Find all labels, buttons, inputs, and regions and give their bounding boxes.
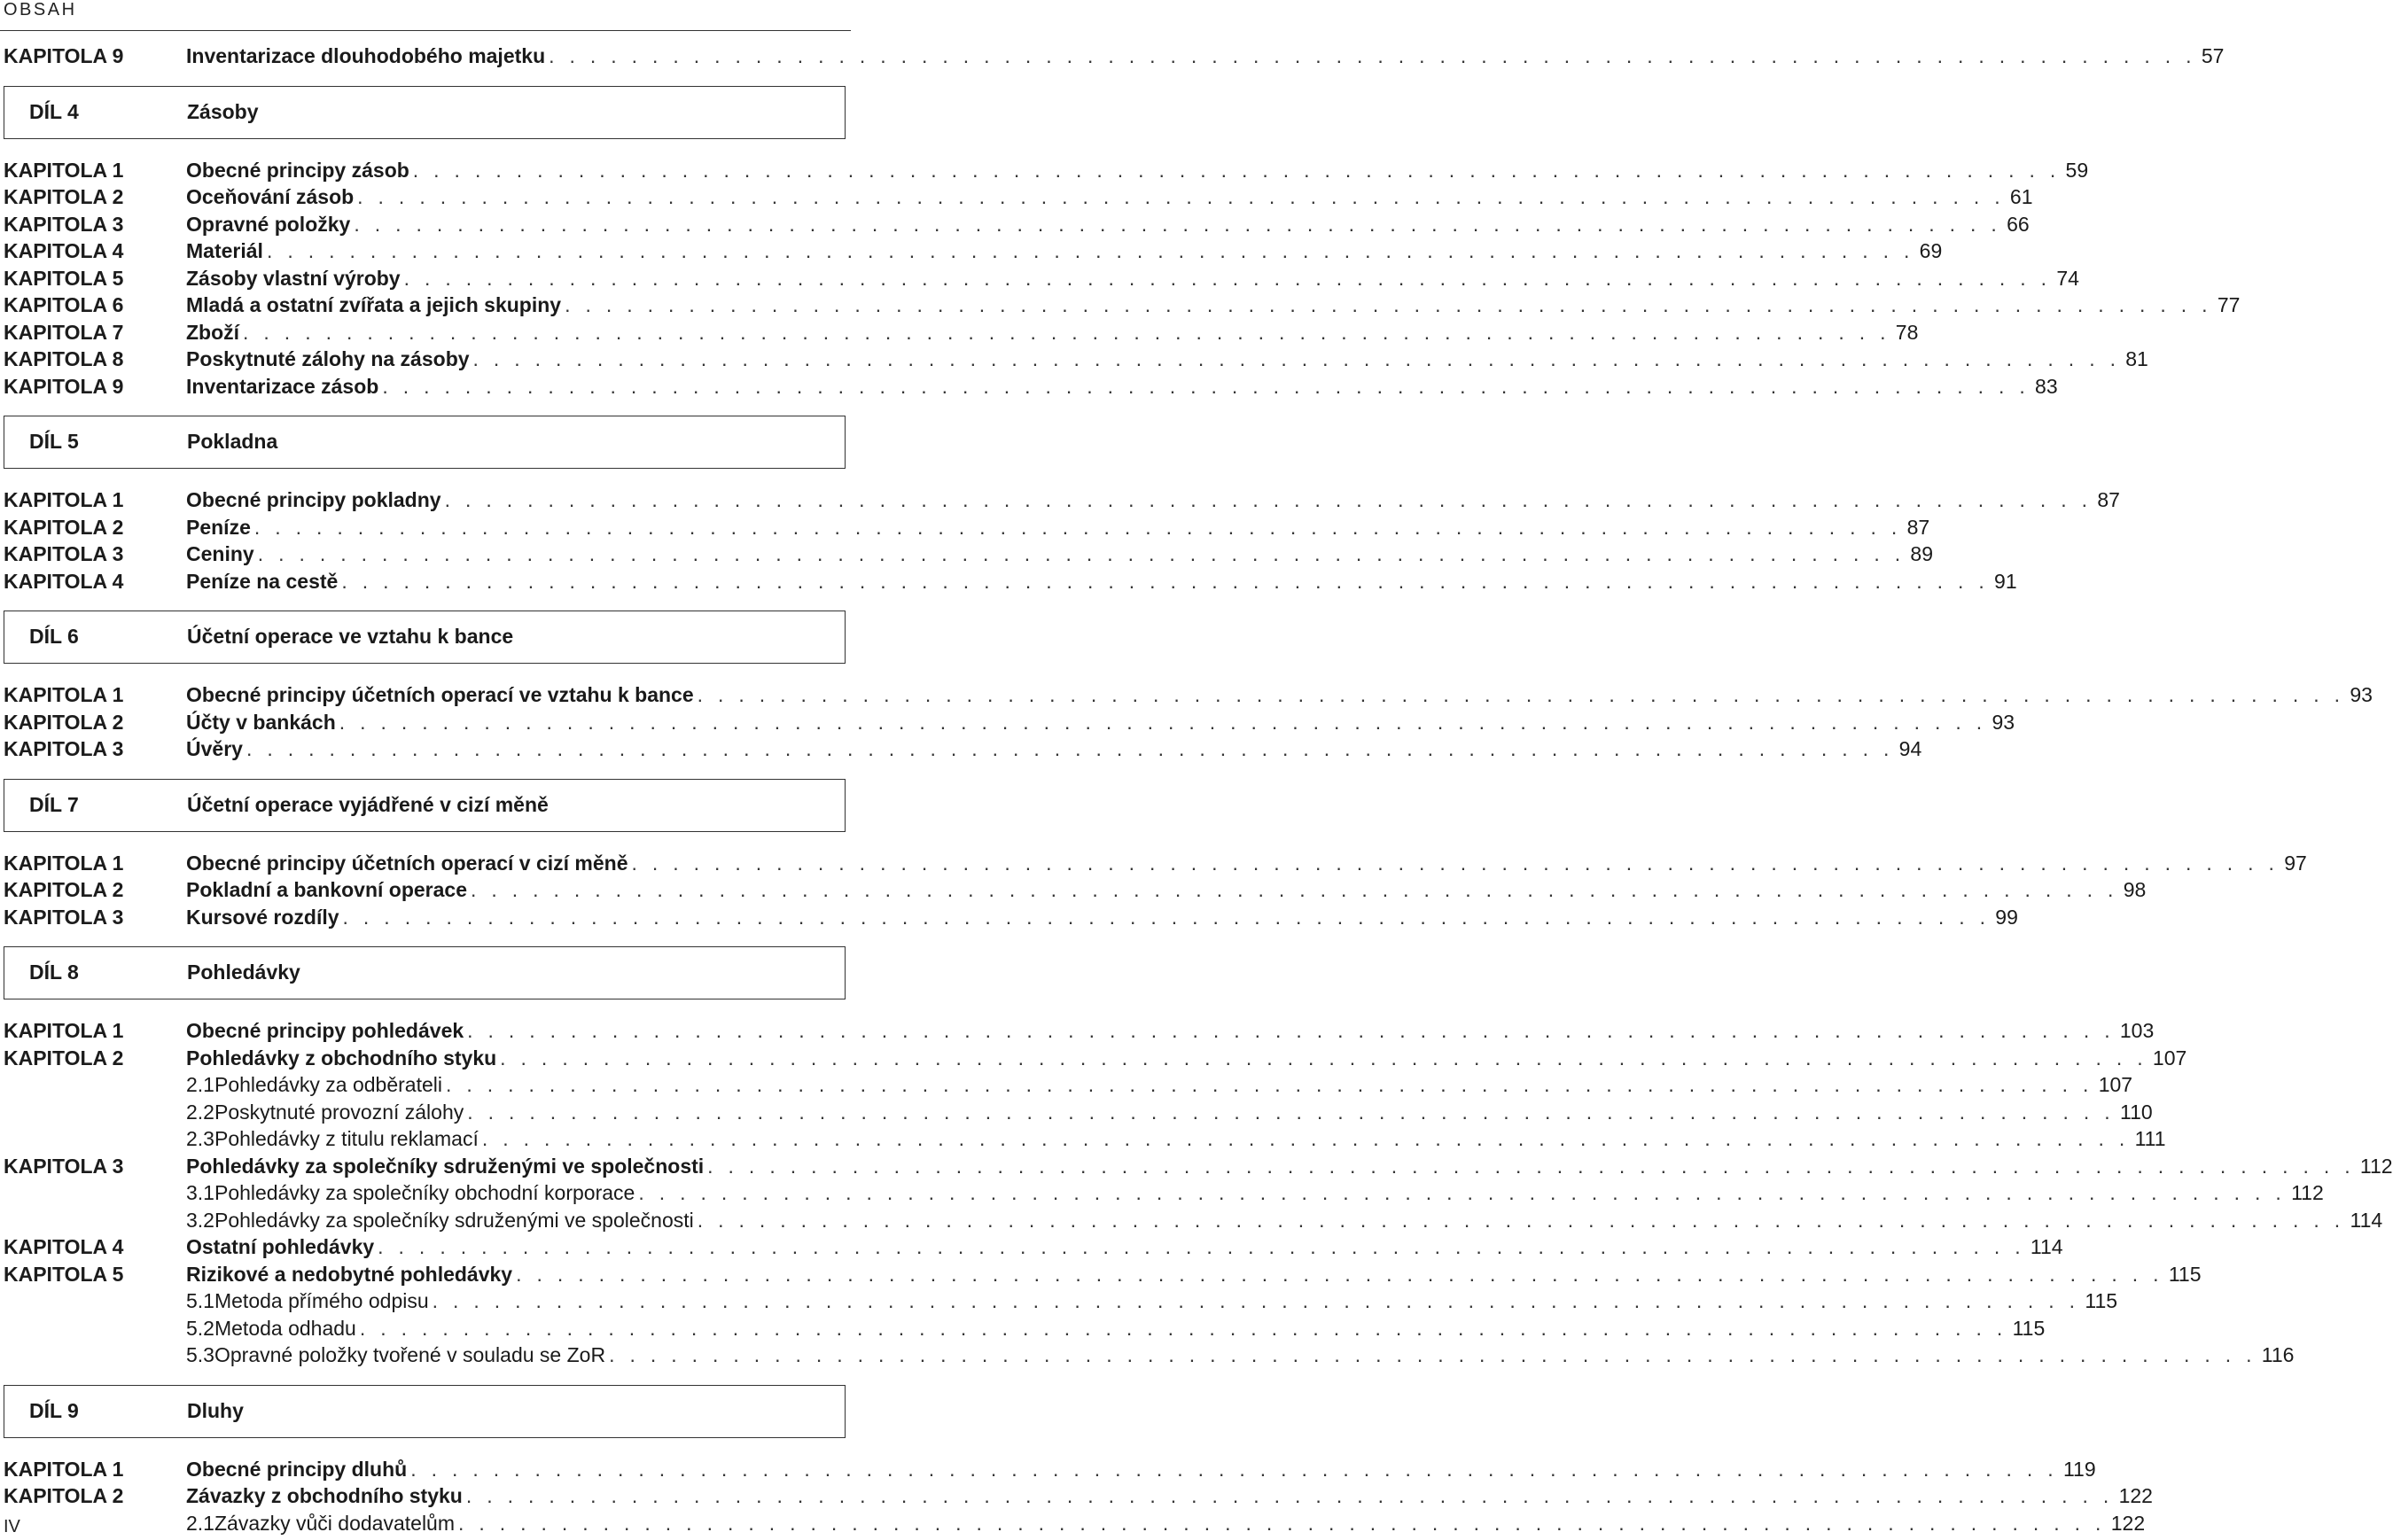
page-number: 91 [1994, 569, 2017, 593]
subsection-title: Pohledávky za odběrateli [214, 1073, 442, 1096]
toc-entry[interactable] [0, 1017, 2155, 1045]
toc-subentry[interactable] [0, 1342, 2295, 1369]
chapter-label: KAPITOLA 6 [4, 293, 124, 316]
dot-leader: . . . . . . . . . . . . . . . . . . . . . . . . . . . . . . . . . . . . . . . . . . . . . . . . . . . . . . . . . . . . . . . . . . . . . . . . . . . . . . . . [565, 293, 2212, 316]
part-title: Účetní operace ve vztahu k bance [187, 625, 514, 648]
page-number: 98 [2123, 878, 2147, 901]
chapter-label: KAPITOLA 4 [4, 239, 124, 262]
dot-leader: . . . . . . . . . . . . . . . . . . . . . . . . . . . . . . . . . . . . . . . . . . . . . . . . . . . . . . . . . . . . . . . . . . . . . . . . . . . . . . . . [516, 1262, 2163, 1286]
chapter-title: Rizikové a nedobytné pohledávky [186, 1262, 513, 1286]
page-number: 115 [2012, 1316, 2046, 1340]
page-number: 112 [2359, 1154, 2393, 1178]
page-number: 78 [1895, 320, 1919, 344]
toc-entry[interactable] [0, 183, 2033, 211]
subsection-title: Metoda odhadu [214, 1316, 356, 1340]
chapter-title: Pohledávky z obchodního styku [186, 1046, 497, 1069]
chapter-label: KAPITOLA 7 [4, 320, 124, 344]
page-number: 61 [2009, 185, 2033, 208]
chapter-label: KAPITOLA 3 [4, 1154, 124, 1178]
toc-entry[interactable] [0, 850, 2307, 877]
dot-leader: . . . . . . . . . . . . . . . . . . . . . . . . . . . . . . . . . . . . . . . . . . . . . . . . . . . . . . . . . . . . . . . . . . . . . . . . . . . . . . . . [549, 44, 2196, 67]
chapter-title: Ostatní pohledávky [186, 1235, 375, 1258]
subsection-title: Závazky vůči dodavatelům [214, 1511, 455, 1535]
subsection-number: 2.1 [186, 1511, 214, 1535]
toc-subentry[interactable] [0, 1510, 2146, 1537]
chapter-label: KAPITOLA 3 [4, 212, 124, 236]
dot-leader: . . . . . . . . . . . . . . . . . . . . . . . . . . . . . . . . . . . . . . . . . . . . . . . . . . . . . . . . . . . . . . . . . . . . . . . . . . . . . . . . [467, 1100, 2115, 1124]
toc-entry[interactable] [0, 319, 1919, 346]
page-number: 81 [2125, 347, 2148, 370]
chapter-label: KAPITOLA 1 [4, 488, 124, 511]
dot-leader: . . . . . . . . . . . . . . . . . . . . . . . . . . . . . . . . . . . . . . . . . . . . . . . . . . . . . . . . . . . . . . . . . . . . . . . . . . . . . . . . [341, 569, 1990, 593]
chapter-title: Pokladní a bankovní operace [186, 878, 467, 901]
dot-leader: . . . . . . . . . . . . . . . . . . . . . . . . . . . . . . . . . . . . . . . . . . . . . . . . . . . . . . . . . . . . . . . . . . . . . . . . . . . . . . . . [410, 1457, 2058, 1481]
chapter-title: Obecné principy účetních operací ve vztahu k bance [186, 683, 694, 706]
dot-leader: . . . . . . . . . . . . . . . . . . . . . . . . . . . . . . . . . . . . . . . . . . . . . . . . . . . . . . . . . . . . . . . . . . . . . . . . . . . . . . . . [444, 488, 2093, 511]
page-number: 114 [2350, 1208, 2383, 1232]
page-number: 93 [1992, 710, 2015, 734]
subsection-number: 5.2 [186, 1316, 214, 1340]
chapter-title: Pohledávky za společníky sdruženými ve společnosti [186, 1154, 705, 1178]
chapter-label: KAPITOLA 3 [4, 542, 124, 565]
dot-leader: . . . . . . . . . . . . . . . . . . . . . . . . . . . . . . . . . . . . . . . . . . . . . . . . . . . . . . . . . . . . . . . . . . . . . . . . . . . . . . . . [481, 1127, 2130, 1150]
toc-subentry[interactable] [0, 1071, 2133, 1099]
page-number: 122 [2118, 1484, 2153, 1507]
part-title: Dluhy [187, 1398, 244, 1422]
toc-subentry[interactable] [0, 1207, 2383, 1234]
toc-entry[interactable] [0, 1153, 2393, 1180]
subsection-number: 2.2 [186, 1100, 214, 1124]
page-number: 57 [2201, 44, 2225, 67]
toc-entry[interactable] [0, 514, 1930, 541]
chapter-title: Obecné principy pohledávek [186, 1019, 464, 1042]
dot-leader: . . . . . . . . . . . . . . . . . . . . . . . . . . . . . . . . . . . . . . . . . . . . . . . . . . . . . . . . . . . . . . . . . . . . . . . . . . . . . . . . [382, 374, 2031, 398]
chapter-title: Inventarizace zásob [186, 374, 379, 398]
page-number: 114 [2030, 1235, 2063, 1258]
chapter-title: Zboží [186, 320, 240, 344]
page-number: 119 [2062, 1457, 2096, 1481]
page-number: 115 [2168, 1262, 2202, 1286]
dot-leader: . . . . . . . . . . . . . . . . . . . . . . . . . . . . . . . . . . . . . . . . . . . . . . . . . . . . . . . . . . . . . . . . . . . . . . . . . . . . . . . . [472, 347, 2121, 370]
page-number: 69 [1919, 239, 1943, 262]
page-number: 87 [2097, 488, 2120, 511]
dot-leader: . . . . . . . . . . . . . . . . . . . . . . . . . . . . . . . . . . . . . . . . . . . . . . . . . . . . . . . . . . . . . . . . . . . . . . . . . . . . . . . . [339, 710, 1987, 734]
page-number: 110 [2120, 1100, 2153, 1124]
chapter-label: KAPITOLA 2 [4, 185, 124, 208]
dot-leader: . . . . . . . . . . . . . . . . . . . . . . . . . . . . . . . . . . . . . . . . . . . . . . . . . . . . . . . . . . . . . . . . . . . . . . . . . . . . . . . . [246, 737, 1894, 760]
part-heading [4, 86, 846, 139]
chapter-title: Kursové rozdíly [186, 905, 339, 929]
toc-entry[interactable] [0, 1045, 2187, 1072]
chapter-label: KAPITOLA 9 [4, 374, 124, 398]
chapter-title: Oceňování zásob [186, 185, 355, 208]
page-number: 77 [2217, 293, 2241, 316]
chapter-title: Materiál [186, 239, 263, 262]
dot-leader: . . . . . . . . . . . . . . . . . . . . . . . . . . . . . . . . . . . . . . . . . . . . . . . . . . . . . . . . . . . . . . . . . . . . . . . . . . . . . . . . [357, 185, 2005, 208]
chapter-label: KAPITOLA 2 [4, 515, 124, 539]
toc-entry[interactable] [0, 1261, 2202, 1288]
chapter-label: KAPITOLA 8 [4, 347, 124, 370]
part-heading [4, 779, 846, 832]
toc-entry[interactable] [0, 1233, 2063, 1261]
page-number: 83 [2035, 374, 2058, 398]
dot-leader: . . . . . . . . . . . . . . . . . . . . . . . . . . . . . . . . . . . . . . . . . . . . . . . . . . . . . . . . . . . . . . . . . . . . . . . . . . . . . . . . [412, 158, 2061, 182]
chapter-label: KAPITOLA 2 [4, 1484, 124, 1507]
chapter-label: KAPITOLA 4 [4, 1235, 124, 1258]
chapter-label: KAPITOLA 2 [4, 878, 124, 901]
chapter-label: KAPITOLA 3 [4, 905, 124, 929]
dot-leader: . . . . . . . . . . . . . . . . . . . . . . . . . . . . . . . . . . . . . . . . . . . . . . . . . . . . . . . . . . . . . . . . . . . . . . . . . . . . . . . . [500, 1046, 2147, 1069]
page-number: 87 [1906, 515, 1930, 539]
dot-leader: . . . . . . . . . . . . . . . . . . . . . . . . . . . . . . . . . . . . . . . . . . . . . . . . . . . . . . . . . . . . . . . . . . . . . . . . . . . . . . . . [631, 851, 2280, 875]
dot-leader: . . . . . . . . . . . . . . . . . . . . . . . . . . . . . . . . . . . . . . . . . . . . . . . . . . . . . . . . . . . . . . . . . . . . . . . . . . . . . . . . [465, 1484, 2114, 1507]
dot-leader: . . . . . . . . . . . . . . . . . . . . . . . . . . . . . . . . . . . . . . . . . . . . . . . . . . . . . . . . . . . . . . . . . . . . . . . . . . . . . . . . [253, 515, 1902, 539]
chapter-title: Opravné položky [186, 212, 351, 236]
page-number: 103 [2119, 1019, 2155, 1042]
part-heading [4, 946, 846, 999]
chapter-title: Mladá a ostatní zvířata a jejich skupiny [186, 293, 562, 316]
chapter-label: KAPITOLA 2 [4, 710, 124, 734]
subsection-number: 5.3 [186, 1343, 214, 1366]
dot-leader: . . . . . . . . . . . . . . . . . . . . . . . . . . . . . . . . . . . . . . . . . . . . . . . . . . . . . . . . . . . . . . . . . . . . . . . . . . . . . . . . [458, 1511, 2106, 1535]
chapter-label: KAPITOLA 1 [4, 683, 124, 706]
part-label: DÍL 9 [29, 1398, 79, 1422]
chapter-label: KAPITOLA 5 [4, 266, 124, 290]
part-title: Pokladna [187, 430, 278, 453]
page-number: 74 [2056, 266, 2079, 290]
page-number: 97 [2284, 851, 2307, 875]
chapter-label: KAPITOLA 5 [4, 1262, 124, 1286]
toc-subentry[interactable] [0, 1099, 2153, 1126]
chapter-title: Inventarizace dlouhodobého majetku [186, 44, 546, 67]
page-number: 66 [2007, 212, 2030, 236]
toc-subentry[interactable] [0, 1287, 2118, 1315]
chapter-label: KAPITOLA 1 [4, 851, 124, 875]
chapter-title: Ceniny [186, 542, 254, 565]
toc-entry[interactable] [0, 486, 2120, 514]
subsection-title: Poskytnuté provozní zálohy [214, 1100, 464, 1124]
part-label: DÍL 4 [29, 99, 79, 123]
chapter-title: Obecné principy zásob [186, 158, 409, 182]
page-number: 99 [1995, 905, 2018, 929]
page-number: 116 [2261, 1343, 2295, 1366]
subsection-number: 3.1 [186, 1181, 214, 1204]
chapter-title: Obecné principy účetních operací v cizí měně [186, 851, 628, 875]
toc-entry[interactable] [0, 43, 2225, 70]
dot-leader: . . . . . . . . . . . . . . . . . . . . . . . . . . . . . . . . . . . . . . . . . . . . . . . . . . . . . . . . . . . . . . . . . . . . . . . . . . . . . . . . [467, 1019, 2115, 1042]
part-title: Účetní operace vyjádřené v cizí měně [187, 792, 549, 816]
chapter-title: Peníze [186, 515, 251, 539]
subsection-number: 2.1 [186, 1073, 214, 1096]
subsection-number: 5.1 [186, 1289, 214, 1312]
toc-entry[interactable] [0, 568, 2017, 595]
page-number: 59 [2065, 158, 2089, 182]
subsection-title: Pohledávky za společníky obchodní korporace [214, 1181, 635, 1204]
dot-leader: . . . . . . . . . . . . . . . . . . . . . . . . . . . . . . . . . . . . . . . . . . . . . . . . . . . . . . . . . . . . . . . . . . . . . . . . . . . . . . . . [403, 266, 2052, 290]
dot-leader: . . . . . . . . . . . . . . . . . . . . . . . . . . . . . . . . . . . . . . . . . . . . . . . . . . . . . . . . . . . . . . . . . . . . . . . . . . . . . . . . [378, 1235, 2025, 1258]
dot-leader: . . . . . . . . . . . . . . . . . . . . . . . . . . . . . . . . . . . . . . . . . . . . . . . . . . . . . . . . . . . . . . . . . . . . . . . . . . . . . . . . [342, 905, 1991, 929]
part-label: DÍL 6 [29, 625, 79, 648]
page-number: 122 [2110, 1511, 2146, 1535]
dot-leader: . . . . . . . . . . . . . . . . . . . . . . . . . . . . . . . . . . . . . . . . . . . . . . . . . . . . . . . . . . . . . . . . . . . . . . . . . . . . . . . . [638, 1181, 2287, 1204]
subsection-title: Opravné položky tvořené v souladu se ZoR [214, 1343, 606, 1366]
chapter-label: KAPITOLA 1 [4, 158, 124, 182]
chapter-title: Závazky z obchodního styku [186, 1484, 463, 1507]
toc-subentry[interactable] [0, 1125, 2166, 1153]
dot-leader: . . . . . . . . . . . . . . . . . . . . . . . . . . . . . . . . . . . . . . . . . . . . . . . . . . . . . . . . . . . . . . . . . . . . . . . . . . . . . . . . [359, 1316, 2007, 1340]
toc-entry[interactable] [0, 157, 2089, 184]
subsection-number: 3.2 [186, 1208, 214, 1232]
toc-entry[interactable] [0, 265, 2079, 292]
toc-entry[interactable] [0, 292, 2241, 319]
chapter-label: KAPITOLA 1 [4, 1457, 124, 1481]
dot-leader: . . . . . . . . . . . . . . . . . . . . . . . . . . . . . . . . . . . . . . . . . . . . . . . . . . . . . . . . . . . . . . . . . . . . . . . . . . . . . . . . [354, 212, 2002, 236]
chapter-title: Obecné principy dluhů [186, 1457, 408, 1481]
page-number: 107 [2152, 1046, 2187, 1069]
part-label: DÍL 7 [29, 792, 79, 816]
dot-leader: . . . . . . . . . . . . . . . . . . . . . . . . . . . . . . . . . . . . . . . . . . . . . . . . . . . . . . . . . . . . . . . . . . . . . . . . . . . . . . . . [471, 878, 2118, 901]
dot-leader: . . . . . . . . . . . . . . . . . . . . . . . . . . . . . . . . . . . . . . . . . . . . . . . . . . . . . . . . . . . . . . . . . . . . . . . . . . . . . . . . [707, 1154, 2355, 1178]
dot-leader: . . . . . . . . . . . . . . . . . . . . . . . . . . . . . . . . . . . . . . . . . . . . . . . . . . . . . . . . . . . . . . . . . . . . . . . . . . . . . . . . [445, 1073, 2093, 1096]
chapter-title: Účty v bankách [186, 710, 336, 734]
dot-leader: . . . . . . . . . . . . . . . . . . . . . . . . . . . . . . . . . . . . . . . . . . . . . . . . . . . . . . . . . . . . . . . . . . . . . . . . . . . . . . . . [697, 683, 2345, 706]
chapter-label: KAPITOLA 1 [4, 1019, 124, 1042]
dot-leader: . . . . . . . . . . . . . . . . . . . . . . . . . . . . . . . . . . . . . . . . . . . . . . . . . . . . . . . . . . . . . . . . . . . . . . . . . . . . . . . . [243, 320, 1890, 344]
toc-entry[interactable] [0, 876, 2147, 904]
toc-entry[interactable] [0, 1456, 2096, 1483]
section-title: OBSAH [4, 0, 77, 19]
part-heading [4, 1385, 846, 1438]
part-label: DÍL 5 [29, 430, 79, 453]
toc-entry[interactable] [0, 346, 2148, 373]
toc-entry[interactable] [0, 237, 1943, 265]
toc-entry[interactable] [0, 681, 2373, 709]
toc-entry[interactable] [0, 709, 2015, 736]
page-number: 94 [1898, 737, 1922, 760]
chapter-label: KAPITOLA 4 [4, 569, 124, 593]
toc-subentry[interactable] [0, 1315, 2046, 1342]
page-number: 89 [1910, 542, 1934, 565]
page-number: IV [4, 1517, 20, 1536]
part-title: Pohledávky [187, 961, 300, 984]
subsection-title: Pohledávky za společníky sdruženými ve společnosti [214, 1208, 694, 1232]
chapter-title: Peníze na cestě [186, 569, 339, 593]
toc-entry[interactable] [0, 211, 2030, 238]
toc-entry[interactable] [0, 541, 1934, 568]
chapter-title: Obecné principy pokladny [186, 488, 441, 511]
chapter-title: Zásoby vlastní výroby [186, 266, 401, 290]
part-heading [4, 416, 846, 469]
page-number: 93 [2350, 683, 2373, 706]
subsection-title: Pohledávky z titulu reklamací [214, 1127, 479, 1150]
part-title: Zásoby [187, 99, 259, 123]
toc-subentry[interactable] [0, 1179, 2324, 1207]
dot-leader: . . . . . . . . . . . . . . . . . . . . . . . . . . . . . . . . . . . . . . . . . . . . . . . . . . . . . . . . . . . . . . . . . . . . . . . . . . . . . . . . [257, 542, 1906, 565]
page-number: 111 [2134, 1127, 2166, 1150]
part-heading [4, 611, 846, 664]
part-label: DÍL 8 [29, 961, 79, 984]
toc-entry[interactable] [0, 735, 1922, 763]
toc-entry[interactable] [0, 904, 2018, 931]
dot-leader: . . . . . . . . . . . . . . . . . . . . . . . . . . . . . . . . . . . . . . . . . . . . . . . . . . . . . . . . . . . . . . . . . . . . . . . . . . . . . . . . [432, 1289, 2080, 1312]
chapter-title: Úvěry [186, 737, 243, 760]
chapter-label: KAPITOLA 3 [4, 737, 124, 760]
subsection-number: 2.3 [186, 1127, 214, 1150]
page-number: 115 [2085, 1289, 2118, 1312]
dot-leader: . . . . . . . . . . . . . . . . . . . . . . . . . . . . . . . . . . . . . . . . . . . . . . . . . . . . . . . . . . . . . . . . . . . . . . . . . . . . . . . . [697, 1208, 2345, 1232]
dot-leader: . . . . . . . . . . . . . . . . . . . . . . . . . . . . . . . . . . . . . . . . . . . . . . . . . . . . . . . . . . . . . . . . . . . . . . . . . . . . . . . . [609, 1343, 2257, 1366]
toc-entry[interactable] [0, 373, 2058, 401]
page-number: 107 [2098, 1073, 2133, 1096]
dot-leader: . . . . . . . . . . . . . . . . . . . . . . . . . . . . . . . . . . . . . . . . . . . . . . . . . . . . . . . . . . . . . . . . . . . . . . . . . . . . . . . . [266, 239, 1914, 262]
chapter-label: KAPITOLA 2 [4, 1046, 124, 1069]
chapter-title: Poskytnuté zálohy na zásoby [186, 347, 470, 370]
page-number: 112 [2291, 1181, 2324, 1204]
toc-entry[interactable] [0, 1482, 2153, 1510]
chapter-label: KAPITOLA 9 [4, 44, 124, 67]
subsection-title: Metoda přímého odpisu [214, 1289, 429, 1312]
